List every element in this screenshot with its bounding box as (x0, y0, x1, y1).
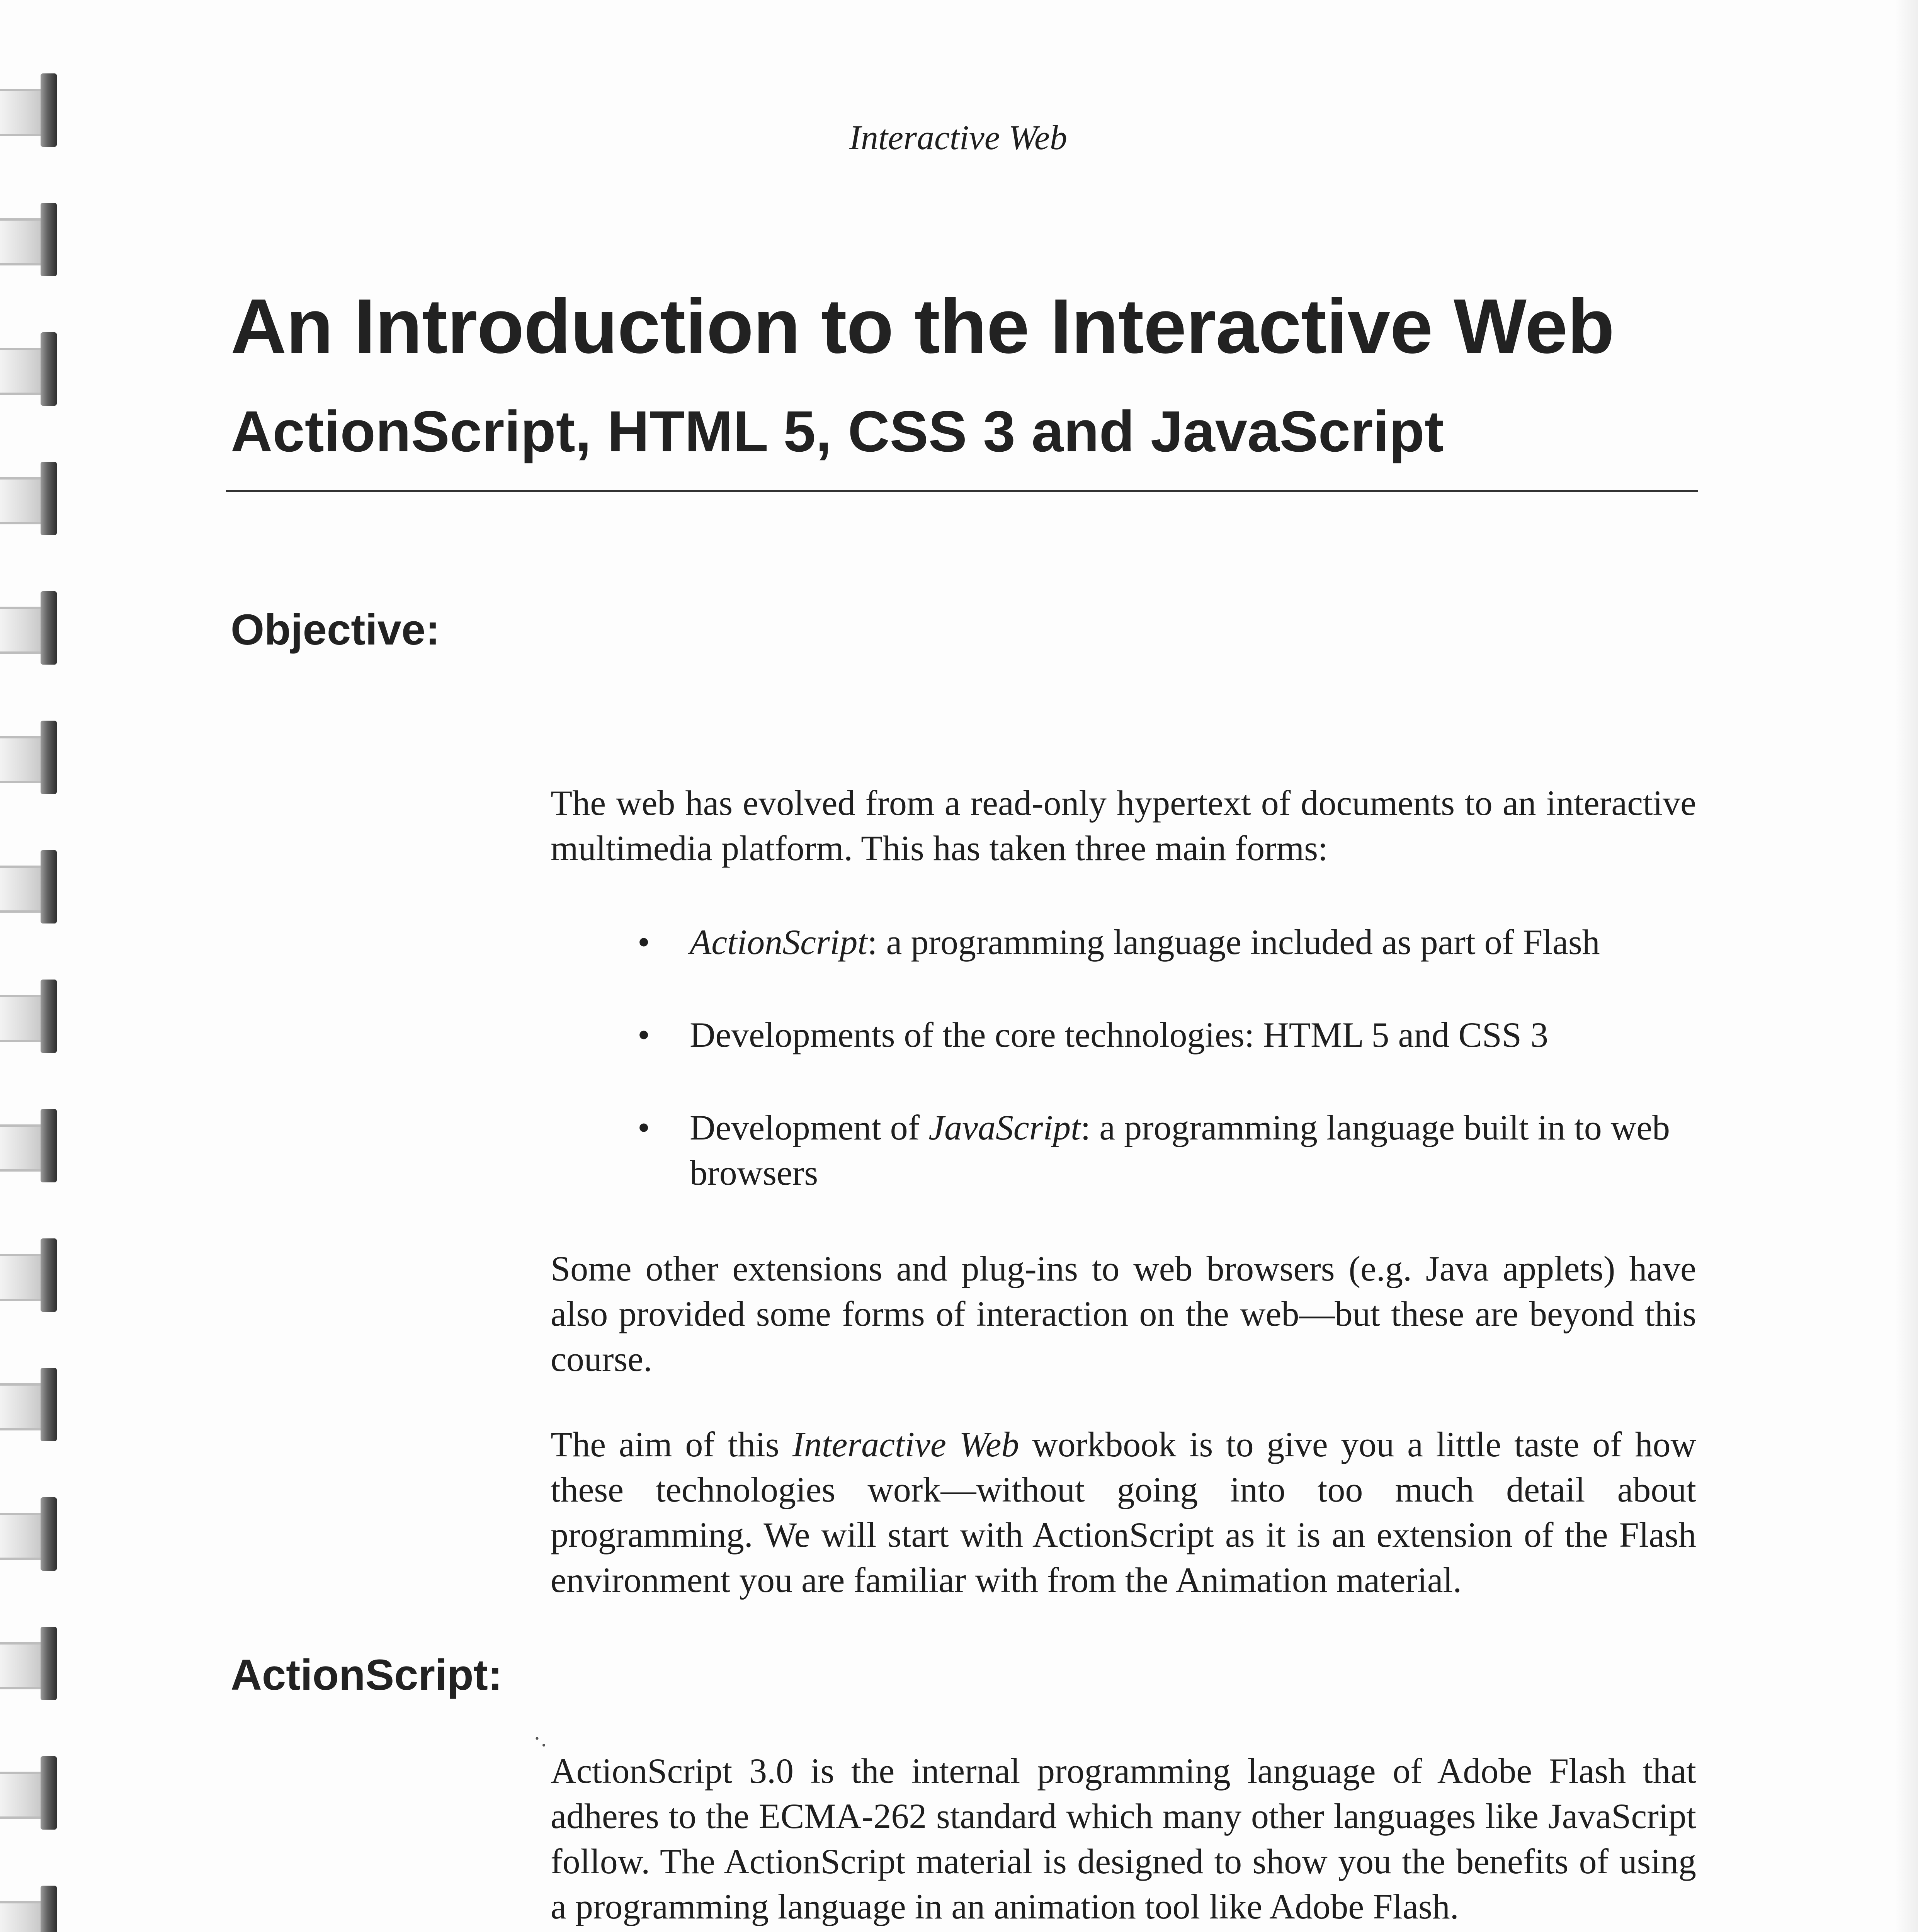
aim-emph: Interactive Web (792, 1425, 1019, 1464)
form-emph: JavaScript (928, 1108, 1081, 1147)
binding-ring (0, 1238, 58, 1312)
running-head: Interactive Web (849, 119, 1067, 157)
stray-mark: ·. (533, 1726, 547, 1751)
binding-ring (0, 462, 58, 535)
form-text: : a programming language built in to web browsers (690, 1108, 1670, 1192)
binding-ring (0, 203, 58, 276)
form-text: : a programming language included as part of Flash (867, 922, 1600, 962)
objective-para-extensions: Some other extensions and plug-ins to web browsers (e.g. Java applets) have also provided some forms of interaction on the web—but these are beyond this course. (551, 1249, 1696, 1379)
objective-heading: Objective: (231, 605, 440, 654)
binding-ring (0, 1497, 58, 1571)
bullet-icon: • (638, 1108, 650, 1147)
binding-ring (0, 1368, 58, 1441)
form-item-javascript (638, 1105, 1696, 1196)
form-item-actionscript (638, 920, 1696, 965)
actionscript-heading: ActionScript: (231, 1651, 503, 1699)
aim-pre: The aim of this (551, 1425, 792, 1464)
title-rule (226, 490, 1698, 492)
binding-ring (0, 332, 58, 406)
bullet-icon: • (638, 1015, 650, 1054)
aim-rest: workbook is to give you a little taste of how these technologies work—without going into too much detail about programming. We will start with ActionScript as it is an extension of the Flash environment you are familiar with from the Animation material. (551, 1425, 1696, 1600)
binding-ring (0, 1886, 58, 1932)
spiral-binding (0, 0, 66, 1932)
actionscript-para: ActionScript 3.0 is the internal programming language of Adobe Flash that adheres to the ECMA-262 standard which many other languages like JavaScript follow. The ActionScript material is designed to show you the benefits of using a programming language in an animation tool like Adobe Flash. (551, 1751, 1696, 1926)
binding-ring (0, 721, 58, 794)
binding-ring (0, 1109, 58, 1182)
form-emph: ActionScript (690, 922, 867, 962)
binding-ring (0, 980, 58, 1053)
bullet-icon: • (638, 922, 650, 962)
objective-intro: The web has evolved from a read-only hypertext of documents to an interactive multimedia platform. This has taken three main forms: (551, 783, 1696, 868)
form-item-core-tech (638, 1012, 1696, 1058)
binding-ring (0, 73, 58, 147)
binding-ring (0, 1627, 58, 1700)
form-pre: Development of (690, 1108, 929, 1147)
binding-ring (0, 850, 58, 923)
page-title: An Introduction to the Interactive Web (231, 283, 1614, 369)
page-subtitle: ActionScript, HTML 5, CSS 3 and JavaScript (231, 399, 1444, 464)
form-text: Developments of the core technologies: HTML 5 and CSS 3 (690, 1015, 1549, 1054)
objective-para-aim (551, 1422, 1696, 1603)
binding-ring (0, 1756, 58, 1830)
page-edge-shadow (1895, 0, 1918, 1932)
binding-ring (0, 591, 58, 665)
